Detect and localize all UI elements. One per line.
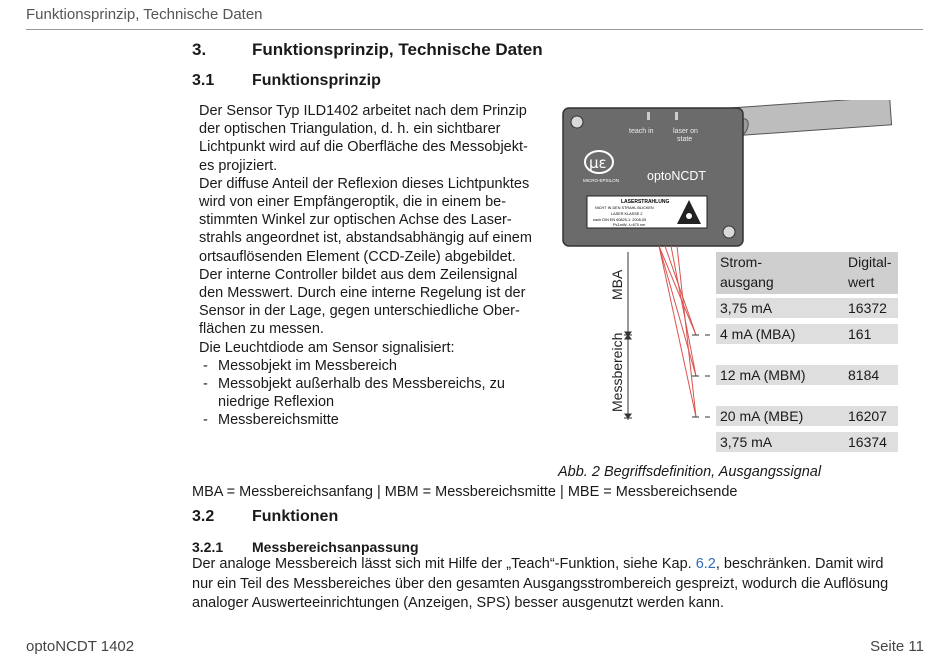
warning-line: P≤1mW; λ=670 nm — [613, 223, 646, 227]
subsubsection-title: Messbereichsanpassung — [252, 539, 419, 555]
warning-title: LASERSTRAHLUNG — [621, 199, 670, 205]
table-cell-strom: 3,75 mA — [716, 298, 852, 318]
laser-led-icon — [675, 112, 678, 120]
table-cell-strom: 12 mA (MBM) — [716, 365, 852, 385]
list-dash: - — [203, 376, 208, 393]
table-cell-strom: 3,75 mA — [716, 432, 852, 452]
text-line: stimmten Winkel zur optischen Achse des Laser- — [199, 212, 512, 229]
dimension-lines — [624, 252, 632, 420]
text-line: ortsauflösenden Element (CCD-Zeile) abgebildet. — [199, 248, 516, 265]
subsubsection-number: 3.2.1 — [192, 539, 224, 555]
list-item — [199, 411, 532, 429]
laser-beams — [659, 246, 696, 417]
text-line: Der diffuse Anteil der Reflexion dieses Lichtpunktes — [199, 175, 530, 192]
list-item — [199, 393, 532, 411]
text-line: strahls angeordnet ist, abstandsabhängig auf einem — [199, 230, 532, 247]
header-line: ausgang — [720, 274, 774, 290]
text-span: , beschränken. Damit wird — [715, 556, 884, 572]
text-line: Lichtpunkt wird auf die Oberfläche des Messobjekt- — [199, 139, 528, 156]
header-rule — [26, 29, 923, 30]
list-item-text: Messbereichsmitte — [218, 412, 339, 429]
list-dash: - — [203, 357, 208, 374]
principle-text — [199, 102, 532, 430]
chapter-link[interactable]: 6.2 — [695, 556, 716, 572]
brand-label: MICRO-EPSILON — [583, 178, 620, 183]
svg-text:με: με — [589, 154, 607, 172]
table-cell-digital: 8184 — [844, 365, 898, 385]
subsection-number: 3.2 — [192, 508, 215, 525]
text-line: flächen zu messen. — [199, 321, 324, 338]
table-cell-digital: 16372 — [844, 298, 898, 318]
table-header-digital — [844, 252, 898, 294]
mount-hole-icon — [723, 226, 735, 238]
header-line: wert — [848, 274, 875, 290]
text-line: Der interne Controller bildet aus dem Zeilensignal — [199, 266, 518, 283]
text-line: Sensor in der Lage, gegen unterschiedliche Ober- — [199, 303, 520, 320]
text-line: den Messwert. Durch eine interne Regelung ist der — [199, 285, 526, 302]
table-cell-digital: 161 — [844, 324, 898, 344]
sensor-mount — [730, 100, 892, 140]
text-span: Der analoge Messbereich lässt sich mit Hilfe der „Teach“-Funktion, siehe Kap. — [192, 556, 696, 572]
section-title: Funktionsprinzip, Technische Daten — [252, 40, 543, 59]
list-item — [199, 357, 532, 375]
text-line: analoger Auswerteeinrichtungen (Anzeigen, SPS) besser ausgenutzt werden kann. — [192, 595, 724, 611]
table-cell-digital: 16374 — [844, 432, 898, 452]
text-line: Die Leuchtdiode am Sensor signalisiert: — [199, 339, 455, 356]
table-cell-digital: 16207 — [844, 406, 898, 426]
subsection-title: Funktionen — [252, 508, 339, 525]
table-header-strom — [716, 252, 852, 294]
warning-line: LASER KLASSE 2 — [611, 212, 643, 216]
laser-label: laser on — [673, 128, 698, 135]
section-number: 3. — [192, 40, 207, 59]
teach-label: teach in — [629, 128, 654, 135]
table-cell-strom: 4 mA (MBA) — [716, 324, 852, 344]
header-line: Digital- — [848, 254, 892, 270]
list-item — [199, 375, 532, 393]
figure-caption: Abb. 2 Begriffsdefinition, Ausgangssignal — [558, 464, 822, 480]
warning-line: nach DIN EN 60825-1: 2008-05 — [593, 218, 647, 222]
text-line: der optischen Triangulation, d. h. ein sichtbarer — [199, 121, 501, 138]
list-dash: - — [203, 412, 208, 429]
text-line: nur ein Teil des Messbereiches über den gesamten Ausgangsstrombereich gespreizt, wodurch die Auflösung — [192, 575, 889, 592]
text-line: es projiziert. — [199, 157, 278, 174]
axis-mba-label: MBA — [609, 269, 625, 300]
text-line: Der Sensor Typ ILD1402 arbeitet nach dem Prinzip — [199, 103, 527, 119]
header-line: Strom- — [720, 254, 762, 270]
list-item-text: niedrige Reflexion — [218, 394, 335, 411]
teach-led-icon — [647, 112, 650, 120]
list-item-text: Messobjekt außerhalb des Messbereichs, zu — [218, 376, 505, 393]
abbreviation-legend: MBA = Messbereichsanfang | MBM = Messbereichsmitte | MBE = Messbereichsende — [192, 484, 738, 500]
laser-state-label: state — [677, 136, 693, 143]
warning-line: NICHT IN DEN STRAHL BLICKEN — [595, 206, 654, 210]
footer-product: optoNCDT 1402 — [26, 638, 135, 655]
running-header: Funktionsprinzip, Technische Daten — [26, 6, 263, 23]
teach-paragraph — [192, 555, 888, 614]
footer-page-number: Seite 11 — [870, 638, 924, 655]
axis-measuring-range-label: Messbereich — [609, 332, 625, 412]
mount-hole-icon — [571, 116, 583, 128]
subsection-number: 3.1 — [192, 72, 215, 89]
subsection-title: Funktionsprinzip — [252, 72, 381, 89]
list-item-text: Messobjekt im Messbereich — [218, 357, 397, 374]
table-cell-strom: 20 mA (MBE) — [716, 406, 852, 426]
text-line — [192, 555, 888, 575]
product-label: optoNCDT — [647, 169, 707, 183]
text-line: wird von einer Empfängeroptik, die in einem be- — [199, 194, 507, 211]
